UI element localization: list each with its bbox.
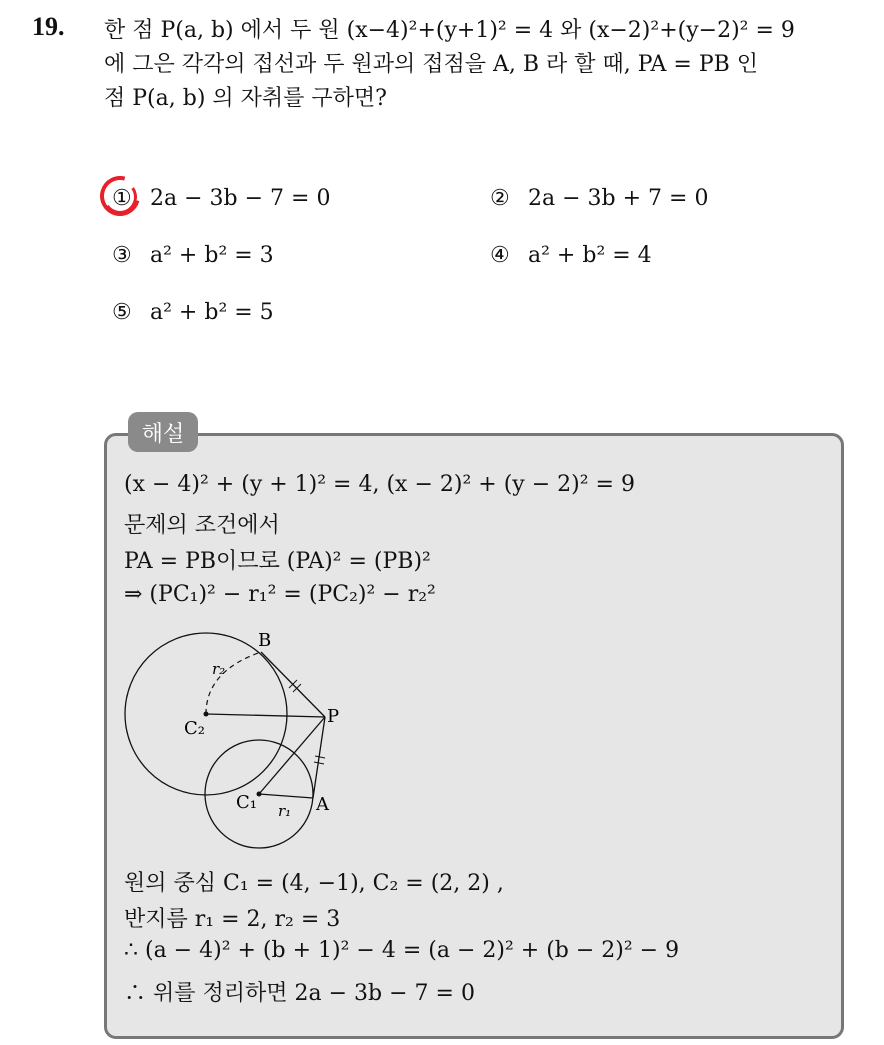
question-number: 19. — [32, 12, 65, 41]
choice-2[interactable] — [490, 186, 708, 211]
choice-text: 2a − 3b + 7 = 0 — [528, 186, 709, 211]
choice-text: a² + b² = 4 — [528, 243, 652, 268]
question-text — [104, 14, 864, 116]
solution-tab: 해설 — [128, 412, 198, 452]
question-line: 점 P(a, b) 의 자취를 구하면? — [104, 86, 387, 111]
choice-4[interactable] — [490, 243, 652, 268]
solution-line: ⇒ (PC₁)² − r₁² = (PC₂)² − r₂² — [124, 582, 436, 607]
choice-3[interactable] — [112, 243, 274, 268]
solution-line: PA = PB이므로 (PA)² = (PB)² — [124, 549, 431, 574]
solution-line: 문제의 조건에서 — [124, 513, 280, 538]
choice-number: ③ — [112, 243, 132, 268]
solution-line: ∴ 위를 정리하면 2a − 3b − 7 = 0 — [124, 981, 475, 1006]
solution-line: 반지름 r₁ = 2, r₂ = 3 — [124, 907, 341, 932]
solution-line: 원의 중심 C₁ = (4, −1), C₂ = (2, 2) , — [124, 871, 504, 896]
choice-number: ① — [112, 186, 132, 211]
radius-r1 — [259, 794, 313, 798]
label-b: B — [258, 630, 272, 651]
question-line: 에 그은 각각의 접선과 두 원과의 접점을 A, B 라 할 때, PA = PB 인 — [104, 52, 759, 77]
choice-number: ② — [490, 186, 510, 211]
tick-mark-pa — [315, 756, 325, 758]
choice-text: 2a − 3b − 7 = 0 — [150, 186, 331, 211]
label-r2: r₂ — [212, 660, 226, 678]
choice-text: a² + b² = 3 — [150, 243, 274, 268]
label-r1: r₁ — [278, 802, 292, 820]
center-c2-dot — [204, 712, 209, 717]
center-c1-dot — [257, 792, 262, 797]
question-line: 한 점 P(a, b) 에서 두 원 (x−4)²+(y+1)² = 4 와 (x−2)²+(y−2)² = 9 — [104, 18, 795, 43]
label-a: A — [316, 794, 329, 815]
tick-mark-pa — [314, 762, 324, 764]
choice-number: ⑤ — [112, 300, 132, 325]
label-p: P — [327, 706, 340, 727]
label-c1: C₁ — [236, 792, 257, 813]
choice-1[interactable] — [112, 186, 330, 211]
choice-5[interactable] — [112, 300, 274, 325]
label-c2: C₂ — [184, 718, 205, 739]
choice-text: a² + b² = 5 — [150, 300, 274, 325]
choice-number: ④ — [490, 243, 510, 268]
solution-line: ∴ (a − 4)² + (b + 1)² − 4 = (a − 2)² + (b − 2)² − 9 — [124, 938, 680, 963]
solution-line: (x − 4)² + (y + 1)² = 4, (x − 2)² + (y − 2)² = 9 — [124, 472, 635, 497]
segment-c2-p — [206, 714, 325, 717]
tangent-diagram — [120, 626, 360, 856]
